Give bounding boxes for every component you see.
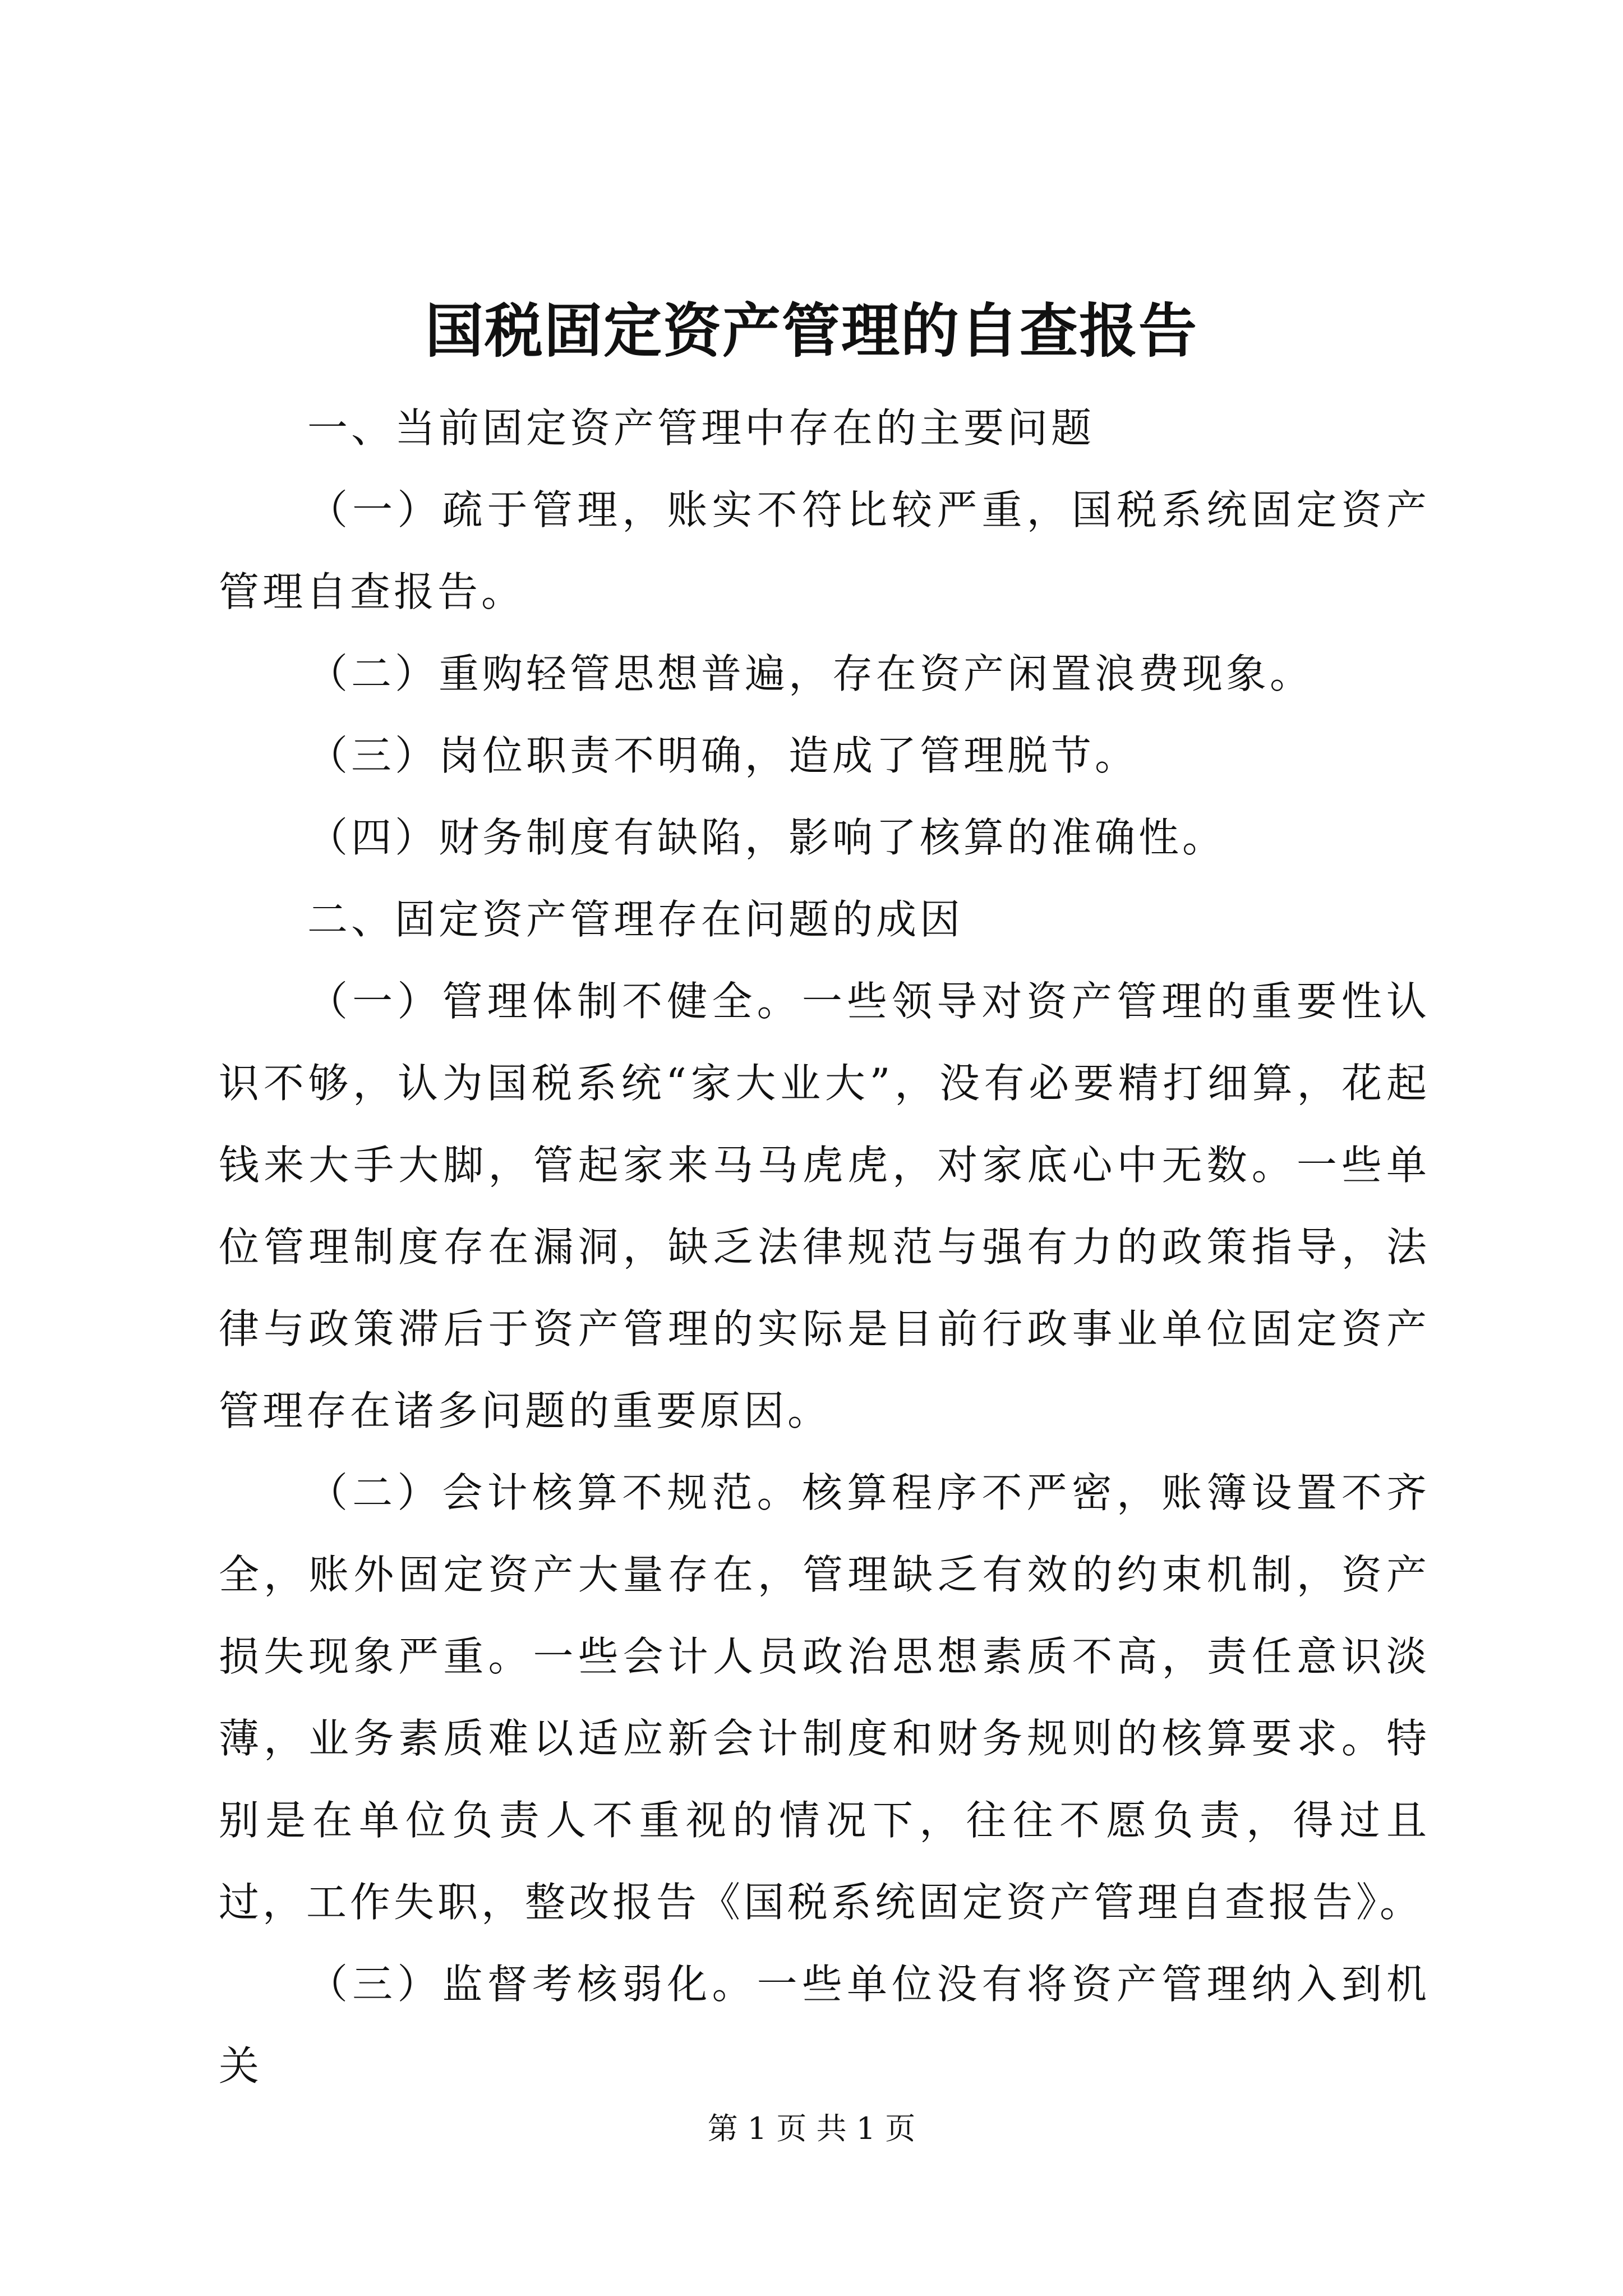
paragraph-2-3: （三）监督考核弱化。一些单位没有将资产管理纳入到机关 — [219, 1961, 1430, 2090]
section-heading-1: 一、当前固定资产管理中存在的主要问题 — [307, 404, 1095, 452]
section-heading-2: 二、固定资产管理存在问题的成因 — [307, 896, 964, 943]
paragraph-2-2: （二）会计核算不规范。核算程序不严密，账簿设置不齐全，账外固定资产大量存在，管理缺乏有效的约束机制，资产损失现象严重。一些会计人员政治思想素质不高，责任意识淡薄，业务素质难以适应新会计制度和财务规则的核算要求。特别是在单位负责人不重视的情况下，往往不愿负责，得过且过，工作失职，整改报告《国税系统固定资产管理自查报告》。 — [219, 1469, 1430, 1926]
paragraph-2-1: （一）管理体制不健全。一些领导对资产管理的重要性认识不够，认为国税系统“家大业大”，没有必要精打细算，花起钱来大手大脚，管起家来马马虎虎，对家底心中无数。一些单位管理制度存在漏洞，缺乏法律规范与强有力的政策指导，法律与政策滞后于资产管理的实际是目前行政事业单位固定资产管理存在诸多问题的重要原因。 — [219, 978, 1430, 1434]
document-title: 国税固定资产管理的自查报告 — [425, 296, 1198, 365]
paragraph-1-2: （二）重购轻管思想普遍，存在资产闲置浪费现象。 — [307, 650, 1314, 697]
paragraph-1-4: （四）财务制度有缺陷，影响了核算的准确性。 — [307, 814, 1227, 861]
paragraph-1-3: （三）岗位职责不明确，造成了管理脱节。 — [307, 732, 1139, 779]
document-body — [219, 387, 1430, 2107]
paragraph-1-1: （一）疏于管理，账实不符比较严重，国税系统固定资产管理自查报告。 — [219, 486, 1430, 615]
page-footer: 第 1 页 共 1 页 — [707, 2111, 916, 2146]
